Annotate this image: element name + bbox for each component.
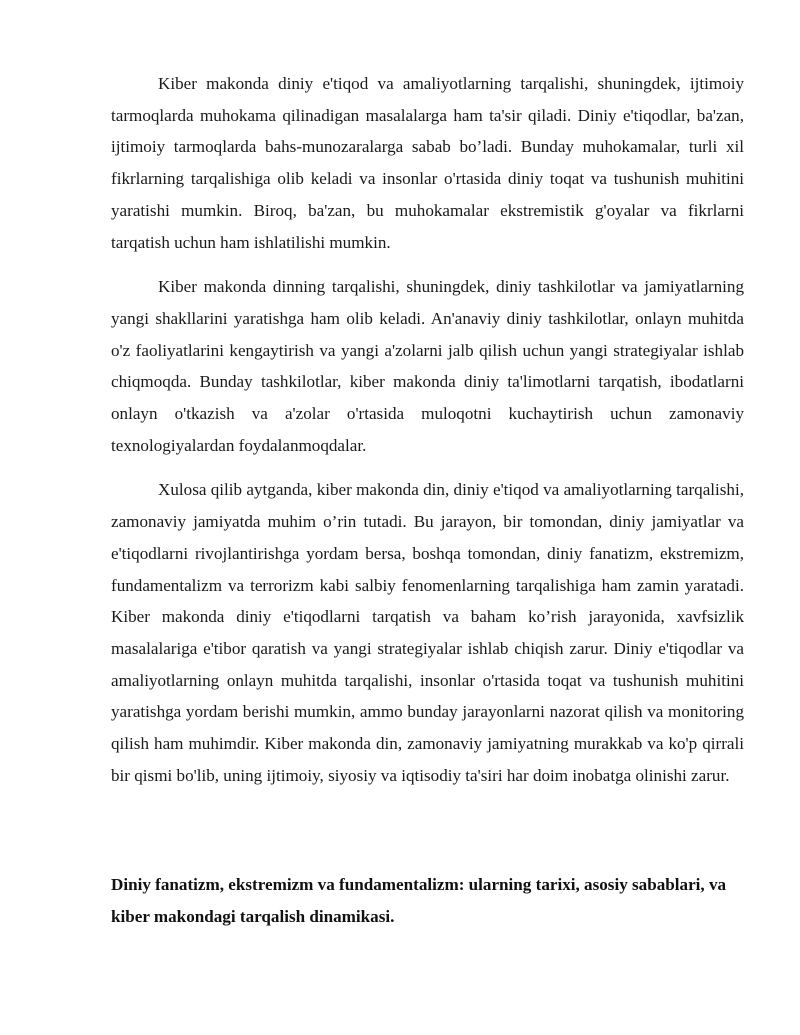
document-body	[111, 68, 744, 804]
paragraph-2: Kiber makonda dinning tarqalishi, shuningdek, diniy tashkilotlar va jamiyatlarning yangi shakllarini yaratishga ham olib keladi. An'anaviy diniy tashkilotlar, onlayn muhitda o'z faoliyatlarini kengaytirish va yangi a'zolarni jalb qilish uchun yangi strategiyalar ishlab chiqmoqda. Bunday tashkilotlar, kiber makonda diniy ta'limotlarni tarqatish, ibodatlarni onlayn o'tkazish va a'zolar o'rtasida muloqotni kuchaytirish uchun zamonaviy texnologiyalardan foydalanmoqdalar.	[111, 277, 744, 455]
paragraph-3: Xulosa qilib aytganda, kiber makonda din, diniy e'tiqod va amaliyotlarning tarqalishi, zamonaviy jamiyatda muhim o’rin tutadi. Bu jarayon, bir tomondan, diniy jamiyatlar va e'tiqodlarni rivojlantirishga yordam bersa, boshqa tomondan, diniy fanatizm, ekstremizm, fundamentalizm va terrorizm kabi salbiy fenomenlarning tarqalishiga ham zamin yaratadi. Kiber makonda diniy e'tiqodlarni tarqatish va baham ko’rish jarayonida, xavfsizlik masalalariga e'tibor qaratish va yangi strategiyalar ishlab chiqish zarur. Diniy e'tiqodlar va amaliyotlarning onlayn muhitda tarqalishi, insonlar o'rtasida toqat va tushunish muhitini yaratishga yordam berishi mumkin, ammo bunday jarayonlarni nazorat qilish va monitoring qilish ham muhimdir. Kiber makonda din, zamonaviy jamiyatning murakkab va ko'p qirrali bir qismi bo'lib, uning ijtimoiy, siyosiy va iqtisodiy ta'siri har doim inobatga olinishi zarur.	[111, 480, 744, 785]
paragraph-1: Kiber makonda diniy e'tiqod va amaliyotlarning tarqalishi, shuningdek, ijtimoiy tarmoqlarda muhokama qilinadigan masalalarga ham ta'sir qiladi. Diniy e'tiqodlar, ba'zan, ijtimoiy tarmoqlarda bahs-munozaralarga sabab bo’ladi. Bunday muhokamalar, turli xil fikrlarning tarqalishiga olib keladi va insonlar o'rtasida diniy toqat va tushunish muhitini yaratishi mumkin. Biroq, ba'zan, bu muhokamalar ekstremistik g'oyalar va fikrlarni tarqatish uchun ham ishlatilishi mumkin.	[111, 74, 744, 252]
section-heading: Diniy fanatizm, ekstremizm va fundamentalizm: ularning tarixi, asosiy sabablari, va kiber makondagi tarqalish dinamikasi.	[111, 875, 727, 926]
